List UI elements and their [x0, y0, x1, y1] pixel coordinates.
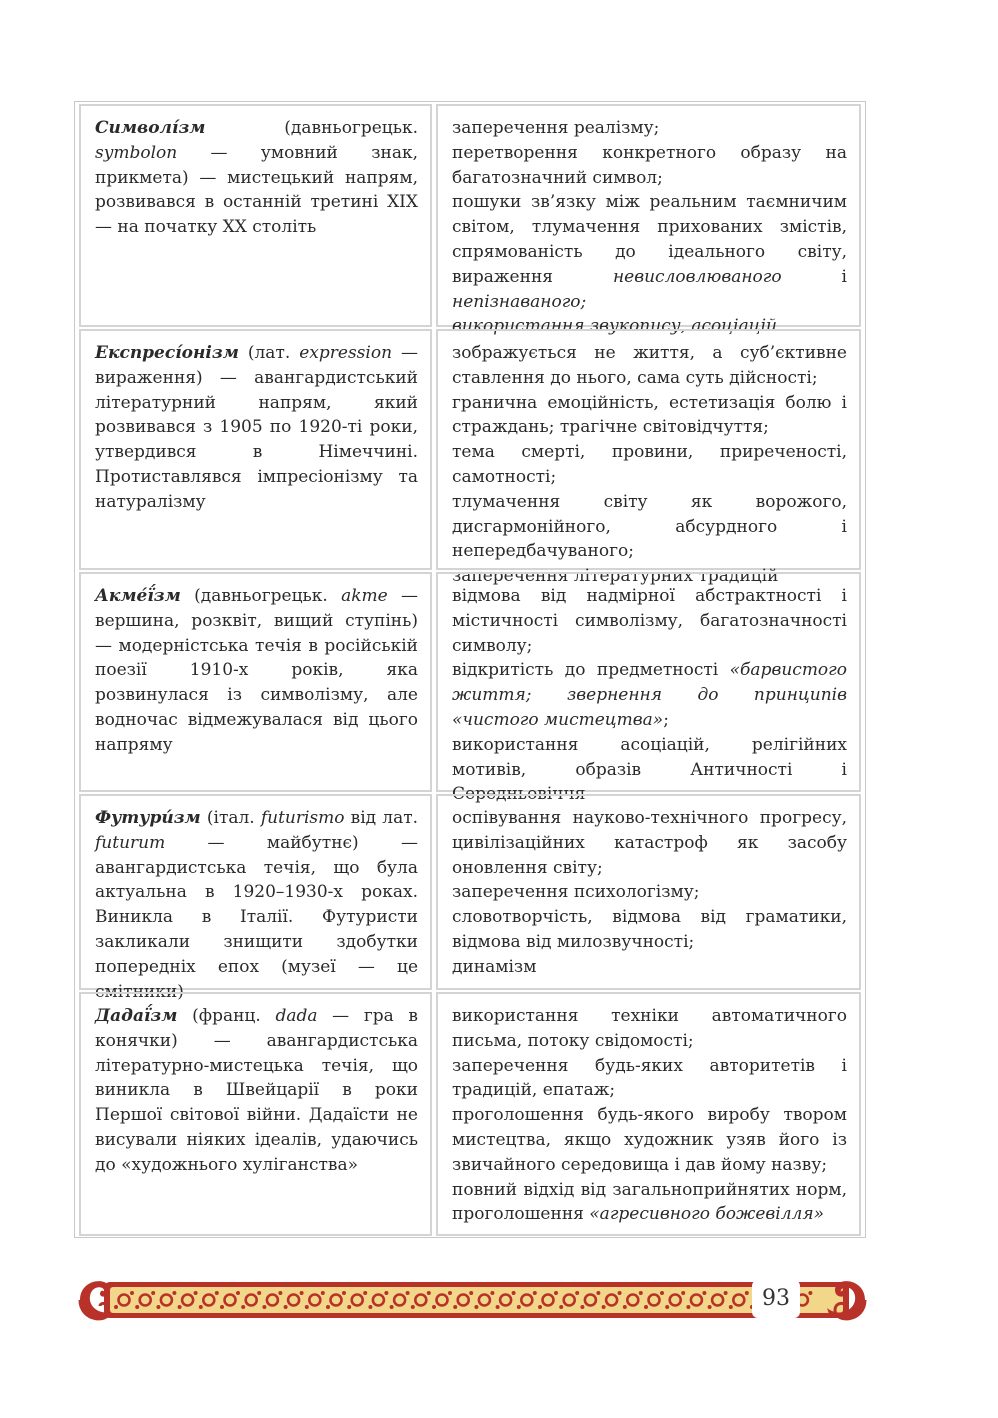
term-title: Футури́зм	[95, 808, 201, 828]
table-row	[75, 572, 865, 805]
feature-item: використання звукопису, асоціацій	[452, 316, 777, 337]
term-definition: (давньогрецьк. symbolon — умовний знак, прикмета) — мистецький напрям, розвивався в останній третині XIX — на початку XX століть	[95, 118, 418, 238]
table-row	[75, 992, 865, 1236]
features-cell	[436, 794, 861, 990]
term-definition: (лат. expression — вираження) — авангардистський літературний напрям, який розвивався з 1905 по 1920-ті роки, утвердився в Німеччині. Протиставлявся імпресіонізму та натуралізму	[95, 343, 419, 512]
feature-item: словотворчість, відмова від граматики, відмова від милозвучності;	[452, 907, 847, 952]
table-row	[75, 794, 865, 1002]
feature-item: гранична емоційність, естетизація болю і страждань; трагічне світовідчуття;	[452, 392, 847, 438]
term-cell	[79, 572, 432, 792]
feature-item: перетворення конкретного образу на багатозначний символ;	[452, 142, 847, 188]
term-cell	[79, 794, 432, 1002]
terms-table	[74, 101, 866, 1238]
term-cell	[79, 992, 432, 1236]
feature-item: оспівування науково-технічного прогресу, цивілізаційних катастроф як засобу оновлення світу;	[452, 808, 847, 878]
term-title: Символі́зм	[95, 118, 206, 138]
table-row	[75, 329, 865, 587]
term-definition: (франц. dada — гра в конячки) — авангардистська літературно-мистецька течія, що виникла в Швейцарії в роки Першої світової війни. Дадаїсти не висували ніяких ідеалів, удаючись до «художнього хуліганства»	[95, 1006, 419, 1175]
term-cell	[79, 104, 432, 327]
term-title: Експресі́онізм	[95, 343, 239, 363]
feature-item: зображується не життя, а суб’єктивне ставлення до нього, сама суть дійсності;	[452, 343, 847, 388]
feature-item: динамізм	[452, 956, 537, 977]
term-definition: (давньогрецьк. akme — вершина, розквіт, вищий ступінь) — модерністська течія в російській поезії 1910-х років, яка розвинулася із символізму, але водночас відмежувалася від цього напряму	[95, 586, 418, 755]
feature-item: використання техніки автоматичного письма, потоку свідомості;	[452, 1006, 847, 1051]
term-title: Акме́ї́зм	[95, 586, 181, 606]
feature-item: проголошення будь-якого виробу твором мистецтва, якщо художник узяв його із звичайного середовища і дав йому назву;	[452, 1105, 847, 1175]
page-number: 93	[752, 1280, 800, 1318]
feature-item: заперечення літературних традицій	[452, 566, 779, 587]
feature-item: заперечення будь-яких авторитетів і традицій, епатаж;	[452, 1055, 847, 1101]
table-row	[75, 104, 865, 337]
features-cell	[436, 572, 861, 805]
feature-item: тема смерті, провини, приреченості, самотності;	[452, 442, 847, 487]
term-definition: (італ. futurismo від лат. futurum — майбутнє) — авангардистська течія, що була актуальна в 1920–1930-х роках. Виникла в Італії. Футуристи закликали знищити здобутки попередніх епох (музеї — це смітники)	[95, 808, 419, 1002]
feature-item: заперечення реалізму;	[452, 118, 660, 138]
term-title: Дадаї́зм	[95, 1006, 178, 1026]
term-cell	[79, 329, 432, 570]
feature-item: відмова від надмірної абстрактності і містичності символізму, багатозначності символу;	[452, 586, 847, 656]
feature-item: використання асоціацій, релігійних мотивів, образів Античності і Середньовіччя	[452, 734, 847, 805]
feature-item: відкритість до предметності «барвистого життя; звернення до принципів «чистого мистецтва»;	[452, 660, 847, 730]
feature-item: пошуки зв’язку між реальним таємничим світом, тлумачення прихованих змістів, спрямованість до ідеального світу, вираження невисловлюваного і непізнаваного;	[452, 192, 847, 312]
feature-item: повний відхід від загальноприйнятих норм, проголошення «агресивного божевілля»	[452, 1179, 847, 1225]
features-cell	[436, 992, 861, 1236]
feature-item: тлумачення світу як ворожого, дисгармонійного, абсурдного і непередбачуваного;	[452, 491, 847, 562]
feature-item: заперечення психологізму;	[452, 882, 700, 903]
features-cell	[436, 329, 861, 587]
features-cell	[436, 104, 861, 337]
